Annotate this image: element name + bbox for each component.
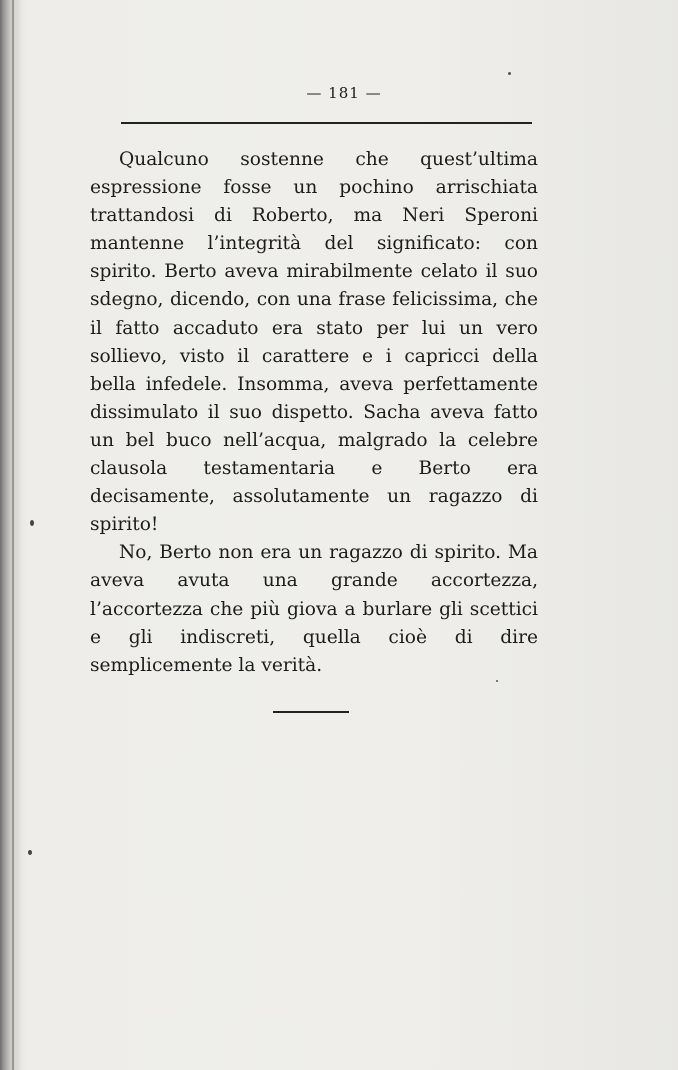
body-text — [90, 146, 538, 680]
paper-speck — [496, 680, 498, 682]
page-number: — 181 — — [306, 84, 382, 102]
paragraph-1: Qualcuno sostenne che quest’ultima espressione fosse un pochino arrischiata trattandosi di Roberto, ma Neri Speroni mantenne l’integrità del significato: con spirito. Berto aveva mirabilmente celato il suo sdegno, dicendo, con una frase felicissima, che il fatto accaduto era stato per lui un vero sollievo, visto il carattere e i capricci della bella infedele. Insomma, aveva perfettamente dissimulato il suo dispetto. Sacha aveva fatto un bel buco nell’acqua, malgrado la celebre clausola testamentaria e Berto era decisamente, assolutamente un ragazzo di spirito! — [90, 149, 538, 536]
paper-speck — [30, 520, 34, 526]
binding-edge-line — [12, 0, 14, 1070]
paragraph-2: No, Berto non era un ragazzo di spirito. Ma aveva avuta una grande accortezza, l’accortezza che più giova a burlare gli scettici e gli indiscreti, quella cioè di dire semplicemente la verità. — [90, 542, 538, 676]
page-binding-shadow — [0, 0, 22, 1070]
closing-rule — [273, 711, 349, 713]
header-rule — [121, 122, 532, 124]
paper-speck — [28, 850, 32, 855]
paper-speck — [508, 72, 511, 75]
